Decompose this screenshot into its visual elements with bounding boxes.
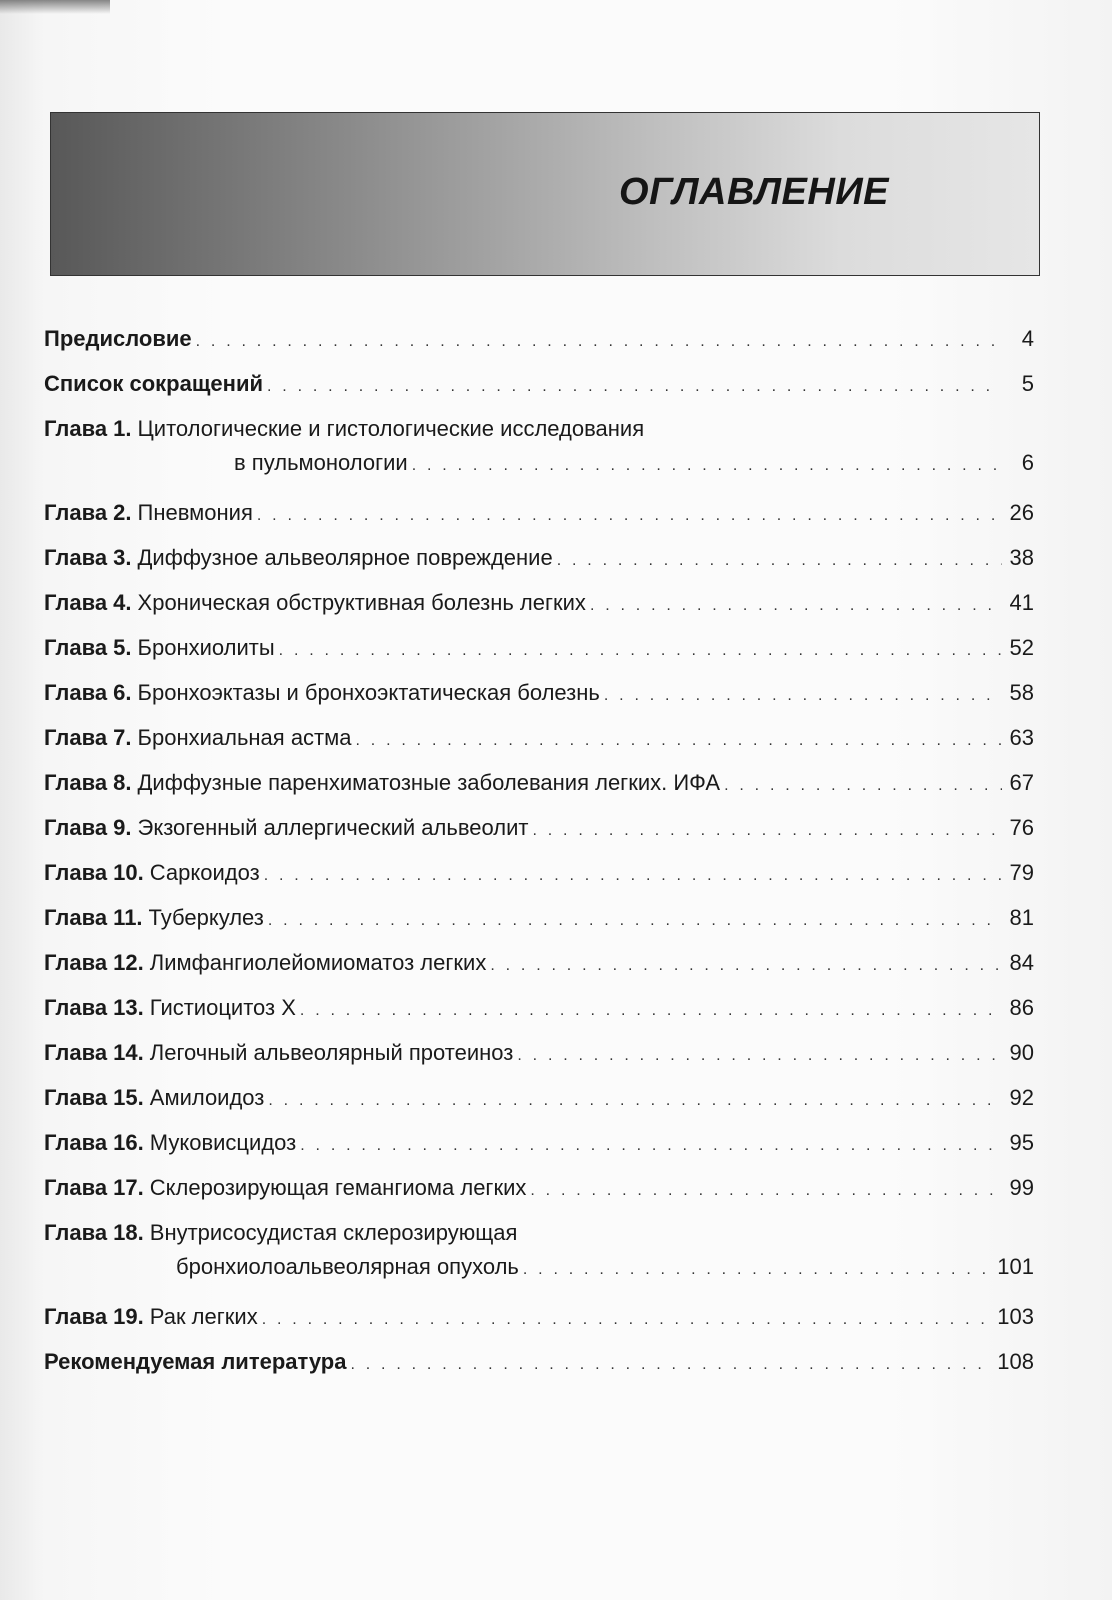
chapter-label: Глава 6. bbox=[44, 680, 132, 705]
toc-page-number: 4 bbox=[1021, 326, 1034, 351]
toc-entry-title: Бронхиальная астма bbox=[137, 725, 352, 750]
toc-page-number: 108 bbox=[997, 1349, 1034, 1374]
dot-leader bbox=[557, 544, 1002, 578]
dot-leader bbox=[350, 1348, 993, 1382]
toc-page-number: 81 bbox=[1009, 905, 1034, 930]
toc-entry-chapter-8[interactable] bbox=[44, 766, 1034, 811]
toc-entry-title: Рекомендуемая литература bbox=[44, 1349, 347, 1374]
toc-entry-title-continued: в пульмонологии bbox=[234, 450, 408, 475]
toc-page-number: 58 bbox=[1009, 680, 1034, 705]
header-banner bbox=[50, 112, 1040, 276]
page-title: ОГЛАВЛЕНИЕ bbox=[619, 171, 889, 213]
toc-page-number: 63 bbox=[1009, 725, 1034, 750]
toc-page-number: 5 bbox=[1021, 371, 1034, 396]
chapter-label: Глава 7. bbox=[44, 725, 132, 750]
toc-entry-title: Амилоидоз bbox=[149, 1085, 265, 1110]
dot-leader bbox=[268, 904, 1002, 938]
toc-page-number: 103 bbox=[997, 1304, 1034, 1329]
toc-entry-title: Цитологические и гистологические исследования bbox=[137, 416, 645, 441]
toc-page-number: 86 bbox=[1009, 995, 1034, 1020]
chapter-label: Глава 18. bbox=[44, 1220, 144, 1245]
toc-entry-title: Туберкулез bbox=[148, 905, 264, 930]
toc-page-number: 92 bbox=[1009, 1085, 1034, 1110]
chapter-label: Глава 9. bbox=[44, 815, 132, 840]
dot-leader bbox=[590, 589, 1002, 623]
toc-entry-chapter-10[interactable] bbox=[44, 856, 1034, 901]
toc-entry-chapter-12[interactable] bbox=[44, 946, 1034, 991]
toc-entry-chapter-16[interactable] bbox=[44, 1126, 1034, 1171]
toc-entry-title: Экзогенный аллергический альвеолит bbox=[137, 815, 529, 840]
toc-entry-chapter-11[interactable] bbox=[44, 901, 1034, 946]
dot-leader bbox=[264, 859, 1002, 893]
toc-entry-abbreviations[interactable] bbox=[44, 367, 1034, 412]
dot-leader bbox=[604, 679, 1002, 713]
toc-entry-title: Пневмония bbox=[137, 500, 253, 525]
chapter-label: Глава 12. bbox=[44, 950, 144, 975]
toc-entry-chapter-5[interactable] bbox=[44, 631, 1034, 676]
toc-entry-chapter-4[interactable] bbox=[44, 586, 1034, 631]
toc-entry-chapter-15[interactable] bbox=[44, 1081, 1034, 1126]
chapter-label: Глава 2. bbox=[44, 500, 132, 525]
chapter-label: Глава 14. bbox=[44, 1040, 144, 1065]
chapter-label: Глава 15. bbox=[44, 1085, 144, 1110]
chapter-label: Глава 11. bbox=[44, 905, 143, 930]
dot-leader bbox=[300, 994, 1002, 1028]
toc-entry-title-continued: бронхиолоальвеолярная опухоль bbox=[176, 1254, 519, 1279]
chapter-label: Глава 13. bbox=[44, 995, 144, 1020]
toc-entry-chapter-14[interactable] bbox=[44, 1036, 1034, 1081]
toc-page-number: 76 bbox=[1009, 815, 1034, 840]
toc-entry-preface[interactable] bbox=[44, 322, 1034, 367]
dot-leader bbox=[523, 1253, 993, 1287]
dot-leader bbox=[724, 769, 1002, 803]
dot-leader bbox=[300, 1129, 1002, 1163]
dot-leader bbox=[490, 949, 1002, 983]
toc-entry-title: Предисловие bbox=[44, 326, 192, 351]
toc-entry-title: Легочный альвеолярный протеиноз bbox=[149, 1040, 514, 1065]
toc-page-number: 38 bbox=[1009, 545, 1034, 570]
toc-page-number: 95 bbox=[1009, 1130, 1034, 1155]
toc-entry-title: Лимфангиолейомиоматоз легких bbox=[149, 950, 487, 975]
toc-page-number: 84 bbox=[1009, 950, 1034, 975]
toc-entry-title: Бронхиолиты bbox=[137, 635, 275, 660]
chapter-label: Глава 17. bbox=[44, 1175, 144, 1200]
toc-page-number: 6 bbox=[1021, 450, 1034, 475]
toc-entry-chapter-7[interactable] bbox=[44, 721, 1034, 766]
dot-leader bbox=[262, 1303, 994, 1337]
toc-entry-title: Хроническая обструктивная болезнь легких bbox=[137, 590, 586, 615]
toc-entry-title: Муковисцидоз bbox=[149, 1130, 297, 1155]
scan-shadow bbox=[0, 0, 110, 14]
toc-page-number: 52 bbox=[1009, 635, 1034, 660]
toc-entry-title: Склерозирующая гемангиома легких bbox=[149, 1175, 527, 1200]
dot-leader bbox=[412, 449, 1002, 483]
chapter-label: Глава 16. bbox=[44, 1130, 144, 1155]
toc-entry-title: Рак легких bbox=[149, 1304, 258, 1329]
dot-leader bbox=[530, 1174, 1002, 1208]
dot-leader bbox=[257, 499, 1002, 533]
toc-entry-title: Бронхоэктазы и бронхоэктатическая болезнь bbox=[137, 680, 600, 705]
toc-entry-title: Список сокращений bbox=[44, 371, 263, 396]
toc-page-number: 26 bbox=[1009, 500, 1034, 525]
toc-page-number: 90 bbox=[1009, 1040, 1034, 1065]
toc-page-number: 99 bbox=[1009, 1175, 1034, 1200]
toc-entry-title: Внутрисосудистая склерозирующая bbox=[149, 1220, 518, 1245]
chapter-label: Глава 3. bbox=[44, 545, 132, 570]
chapter-label: Глава 5. bbox=[44, 635, 132, 660]
dot-leader bbox=[267, 370, 1002, 404]
toc-entry-literature[interactable] bbox=[44, 1345, 1034, 1390]
chapter-label: Глава 4. bbox=[44, 590, 132, 615]
toc-entry-chapter-13[interactable] bbox=[44, 991, 1034, 1036]
dot-leader bbox=[517, 1039, 1002, 1073]
toc-entry-title: Гистиоцитоз X bbox=[149, 995, 296, 1020]
dot-leader bbox=[279, 634, 1002, 668]
toc-entry-title: Диффузные паренхиматозные заболевания легких. ИФА bbox=[137, 770, 721, 795]
chapter-label: Глава 8. bbox=[44, 770, 132, 795]
chapter-label: Глава 1. bbox=[44, 416, 132, 441]
dot-leader bbox=[268, 1084, 1002, 1118]
toc-entry-chapter-19[interactable] bbox=[44, 1300, 1034, 1345]
dot-leader bbox=[532, 814, 1002, 848]
toc-entry-chapter-2[interactable] bbox=[44, 496, 1034, 541]
toc-entry-title: Саркоидоз bbox=[149, 860, 260, 885]
toc-entry-chapter-9[interactable] bbox=[44, 811, 1034, 856]
toc-entry-chapter-1[interactable] bbox=[44, 412, 1034, 496]
toc-entry-chapter-3[interactable] bbox=[44, 541, 1034, 586]
toc-page-number: 67 bbox=[1009, 770, 1034, 795]
chapter-label: Глава 19. bbox=[44, 1304, 144, 1329]
chapter-label: Глава 10. bbox=[44, 860, 144, 885]
table-of-contents bbox=[44, 322, 1034, 1390]
dot-leader bbox=[356, 724, 1003, 758]
dot-leader bbox=[196, 325, 1002, 359]
toc-entry-chapter-18[interactable] bbox=[44, 1216, 1034, 1300]
toc-entry-chapter-6[interactable] bbox=[44, 676, 1034, 721]
toc-page-number: 79 bbox=[1009, 860, 1034, 885]
toc-page-number: 101 bbox=[997, 1254, 1034, 1279]
toc-page-number: 41 bbox=[1009, 590, 1034, 615]
toc-entry-chapter-17[interactable] bbox=[44, 1171, 1034, 1216]
toc-entry-title: Диффузное альвеолярное повреждение bbox=[137, 545, 553, 570]
